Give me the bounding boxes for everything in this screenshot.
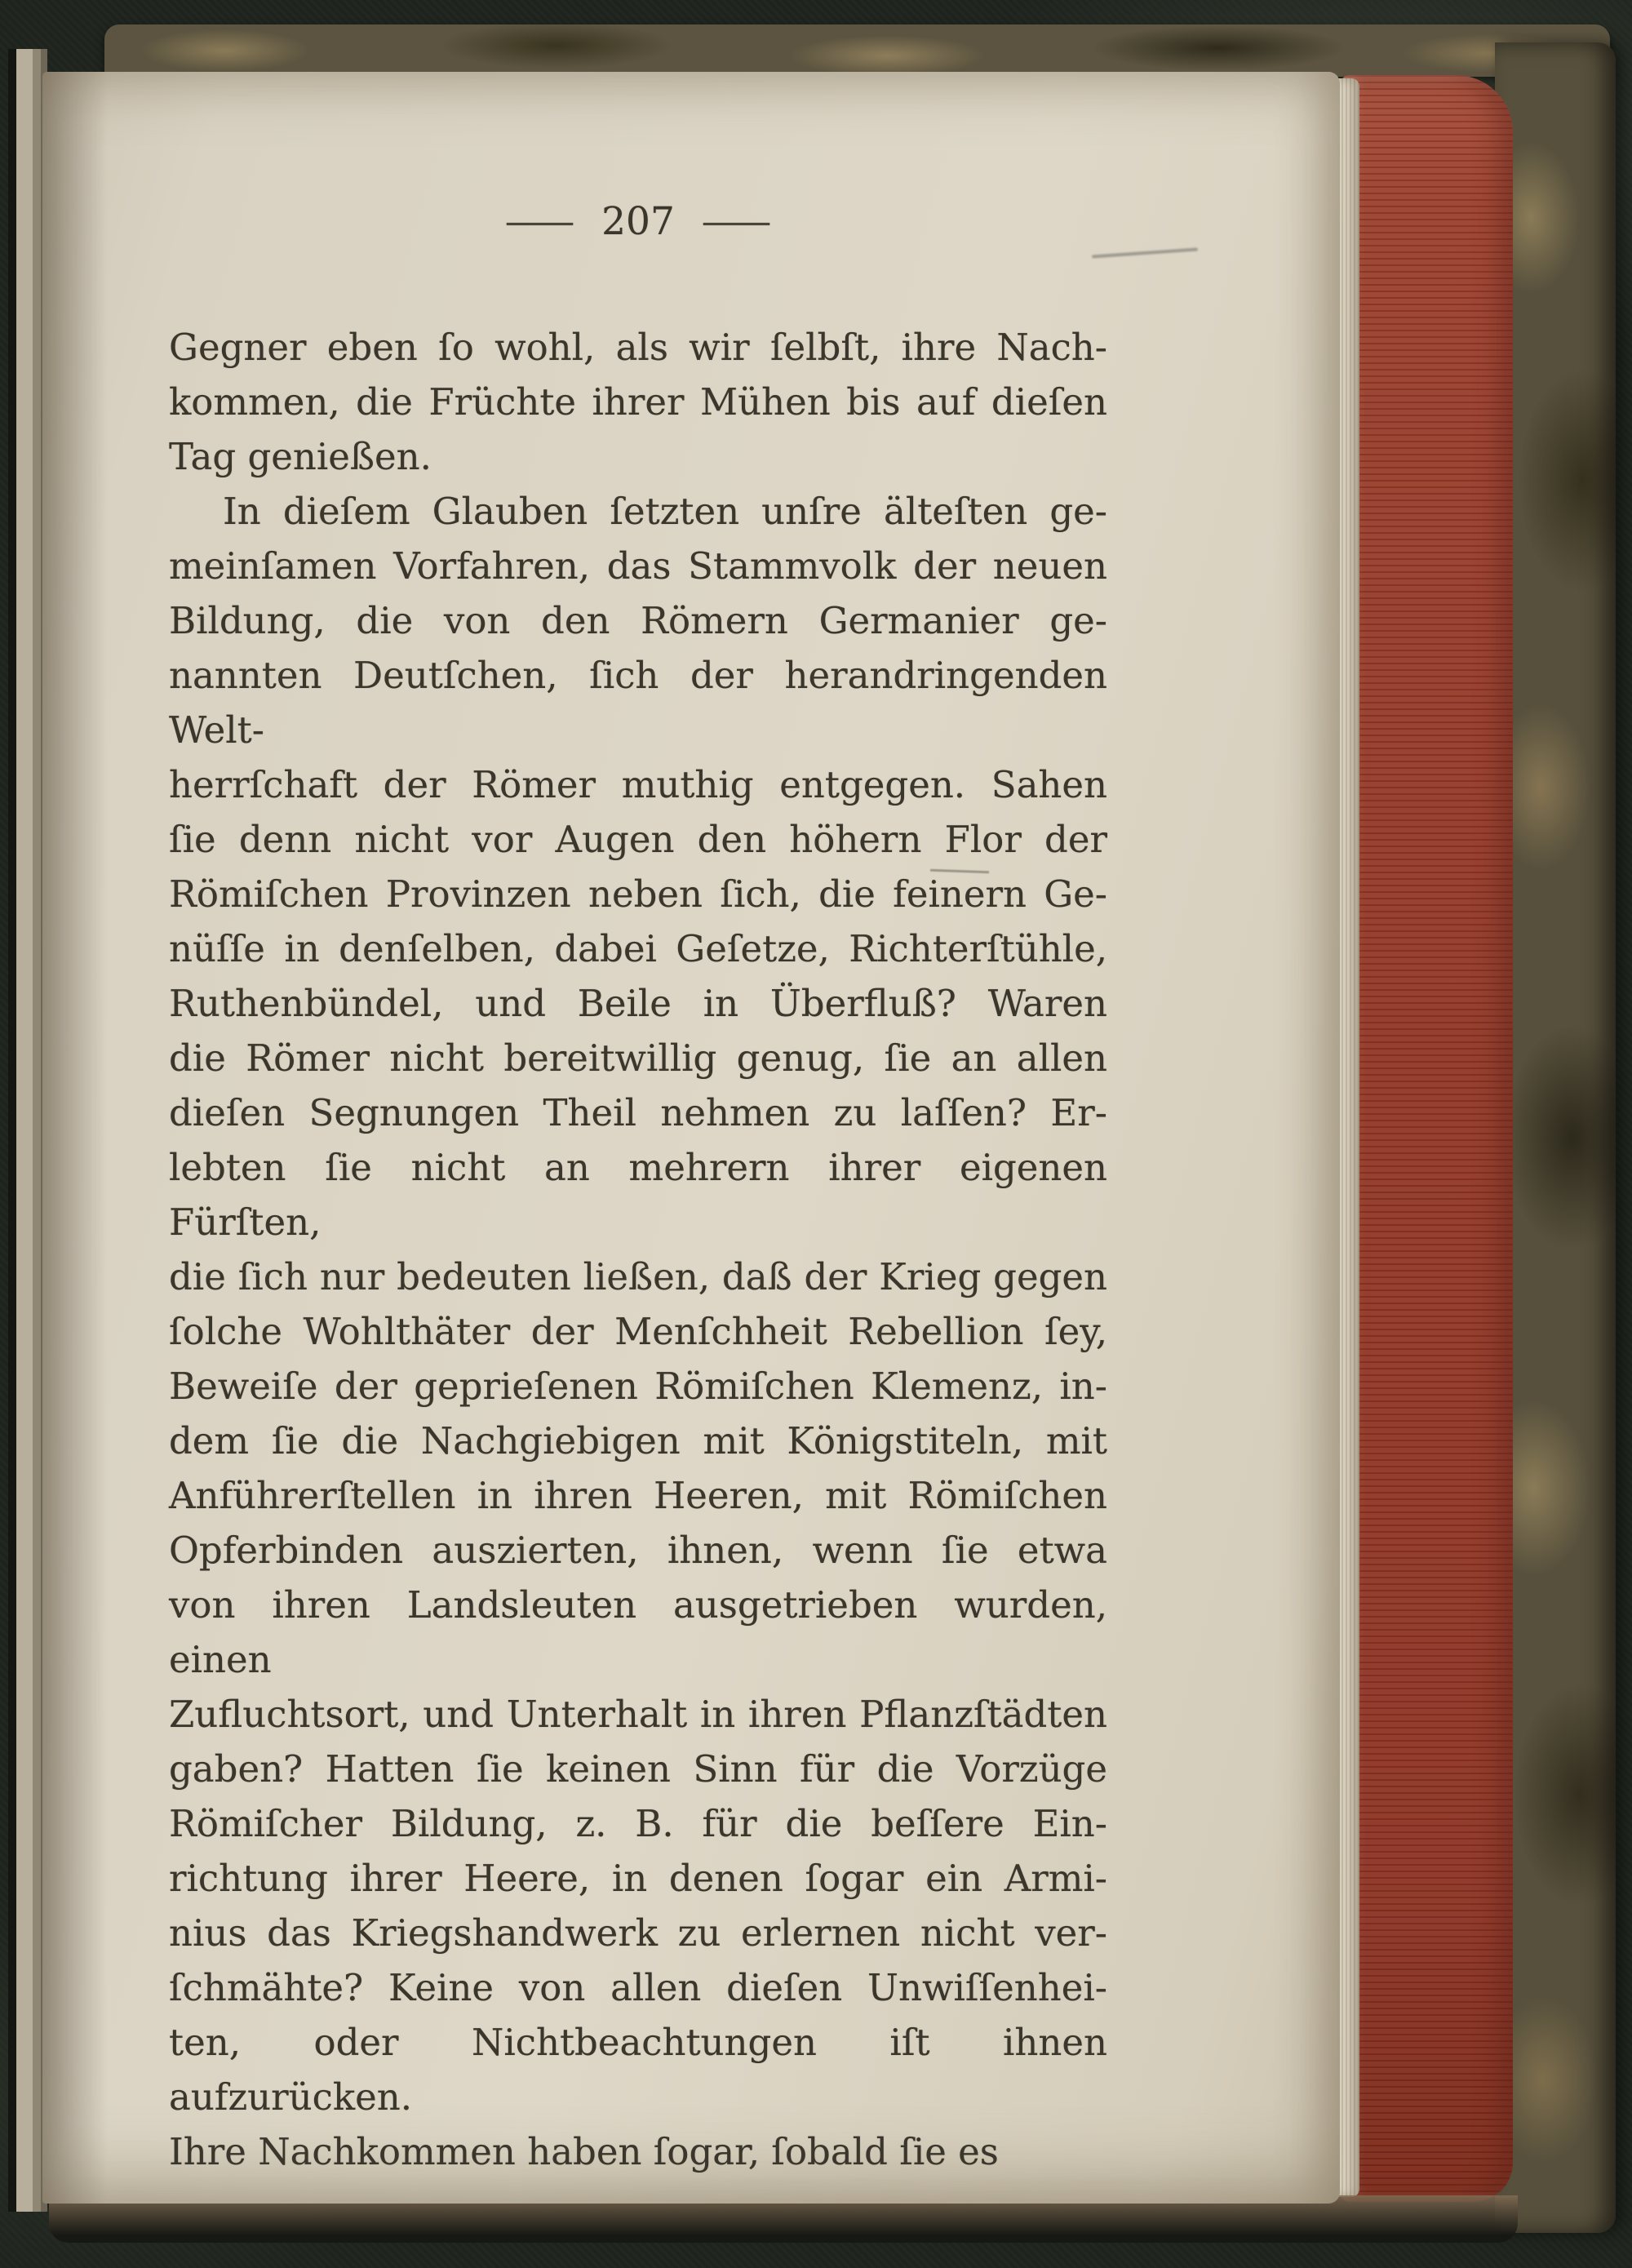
text-line: ſolche Wohlthäter der Menſchheit Rebellion ſey,	[169, 1310, 1107, 1353]
book-page	[42, 72, 1340, 2204]
page-number: 207	[601, 199, 675, 244]
text-line: dieſen Segnungen Theil nehmen zu laſſen? Er-	[169, 1091, 1107, 1134]
text-line: dem ſie die Nachgiebigen mit Königstiteln, mit	[169, 1419, 1107, 1462]
text-line: richtung ihrer Heere, in denen ſogar ein Armi-	[169, 1857, 1107, 1900]
text-line: nius das Kriegshandwerk zu erlernen nicht ver-	[169, 1911, 1107, 1955]
fore-edge-pages	[1340, 75, 1513, 2202]
text-line: In dieſem Glauben ſetzten unſre älteſten ge-	[223, 490, 1107, 533]
text-line: ten, oder Nichtbeachtungen iſt ihnen aufzurücken.	[169, 2021, 1107, 2119]
text-line: Tag genießen.	[169, 435, 432, 478]
text-line: Gegner eben ſo wohl, als wir ſelbſt, ihre Nach-	[169, 326, 1107, 369]
text-line: gaben? Hatten ſie keinen Sinn für die Vorzüge	[169, 1747, 1107, 1791]
page-text	[169, 320, 1107, 2179]
text-line: ſie denn nicht vor Augen den höhern Flor der	[169, 818, 1107, 861]
text-line: meinſamen Vorfahren, das Stammvolk der neuen	[169, 544, 1107, 588]
book-top-edge	[104, 24, 1610, 77]
text-line: Römiſcher Bildung, z. B. für die beſſere Ein-	[169, 1802, 1107, 1845]
header-dash-right: —	[699, 199, 774, 244]
text-line: Römiſchen Provinzen neben ſich, die feinern Ge-	[169, 872, 1107, 916]
text-line: Zufluchtsort, und Unterhalt in ihren Pflanzſtädten	[169, 1693, 1107, 1736]
text-line: Ihre Nachkommen haben ſogar, ſobald ſie es	[169, 2130, 999, 2173]
text-line: Bildung, die von den Römern Germanier ge-	[169, 599, 1107, 642]
header-dash-left: —	[503, 199, 577, 244]
spine-page-edge	[8, 49, 47, 2212]
text-line: kommen, die Früchte ihrer Mühen bis auf dieſen	[169, 380, 1107, 424]
text-line: Beweiſe der geprieſenen Römiſchen Klemenz, in-	[169, 1365, 1107, 1408]
text-line: herrſchaft der Römer muthig entgegen. Sahen	[169, 763, 1107, 806]
text-line: nüſſe in denſelben, dabei Geſetze, Richterſtühle,	[169, 927, 1107, 970]
page-header	[169, 199, 1107, 244]
text-line: lebten ſie nicht an mehrern ihrer eigenen Fürſten,	[169, 1146, 1107, 1244]
text-line: Ruthenbündel, und Beile in Überfluß? Waren	[169, 982, 1107, 1025]
pencil-mark	[1092, 247, 1198, 258]
text-line: nannten Deutſchen, ſich der herandringenden Welt-	[169, 654, 1107, 752]
text-line: Anführerſtellen in ihren Heeren, mit Römiſchen	[169, 1474, 1107, 1517]
text-line: Opferbinden auszierten, ihnen, wenn ſie etwa	[169, 1529, 1107, 1572]
text-line: die Römer nicht bereitwillig genug, ſie an allen	[169, 1036, 1107, 1080]
text-line: ſchmähte? Keine von allen dieſen Unwiſſenhei-	[169, 1966, 1107, 2009]
marbled-cover	[1495, 42, 1616, 2233]
text-line: die ſich nur bedeuten ließen, daß der Krieg gegen	[169, 1255, 1107, 1298]
text-line: von ihren Landsleuten ausgetrieben wurden, einen	[169, 1583, 1107, 1681]
